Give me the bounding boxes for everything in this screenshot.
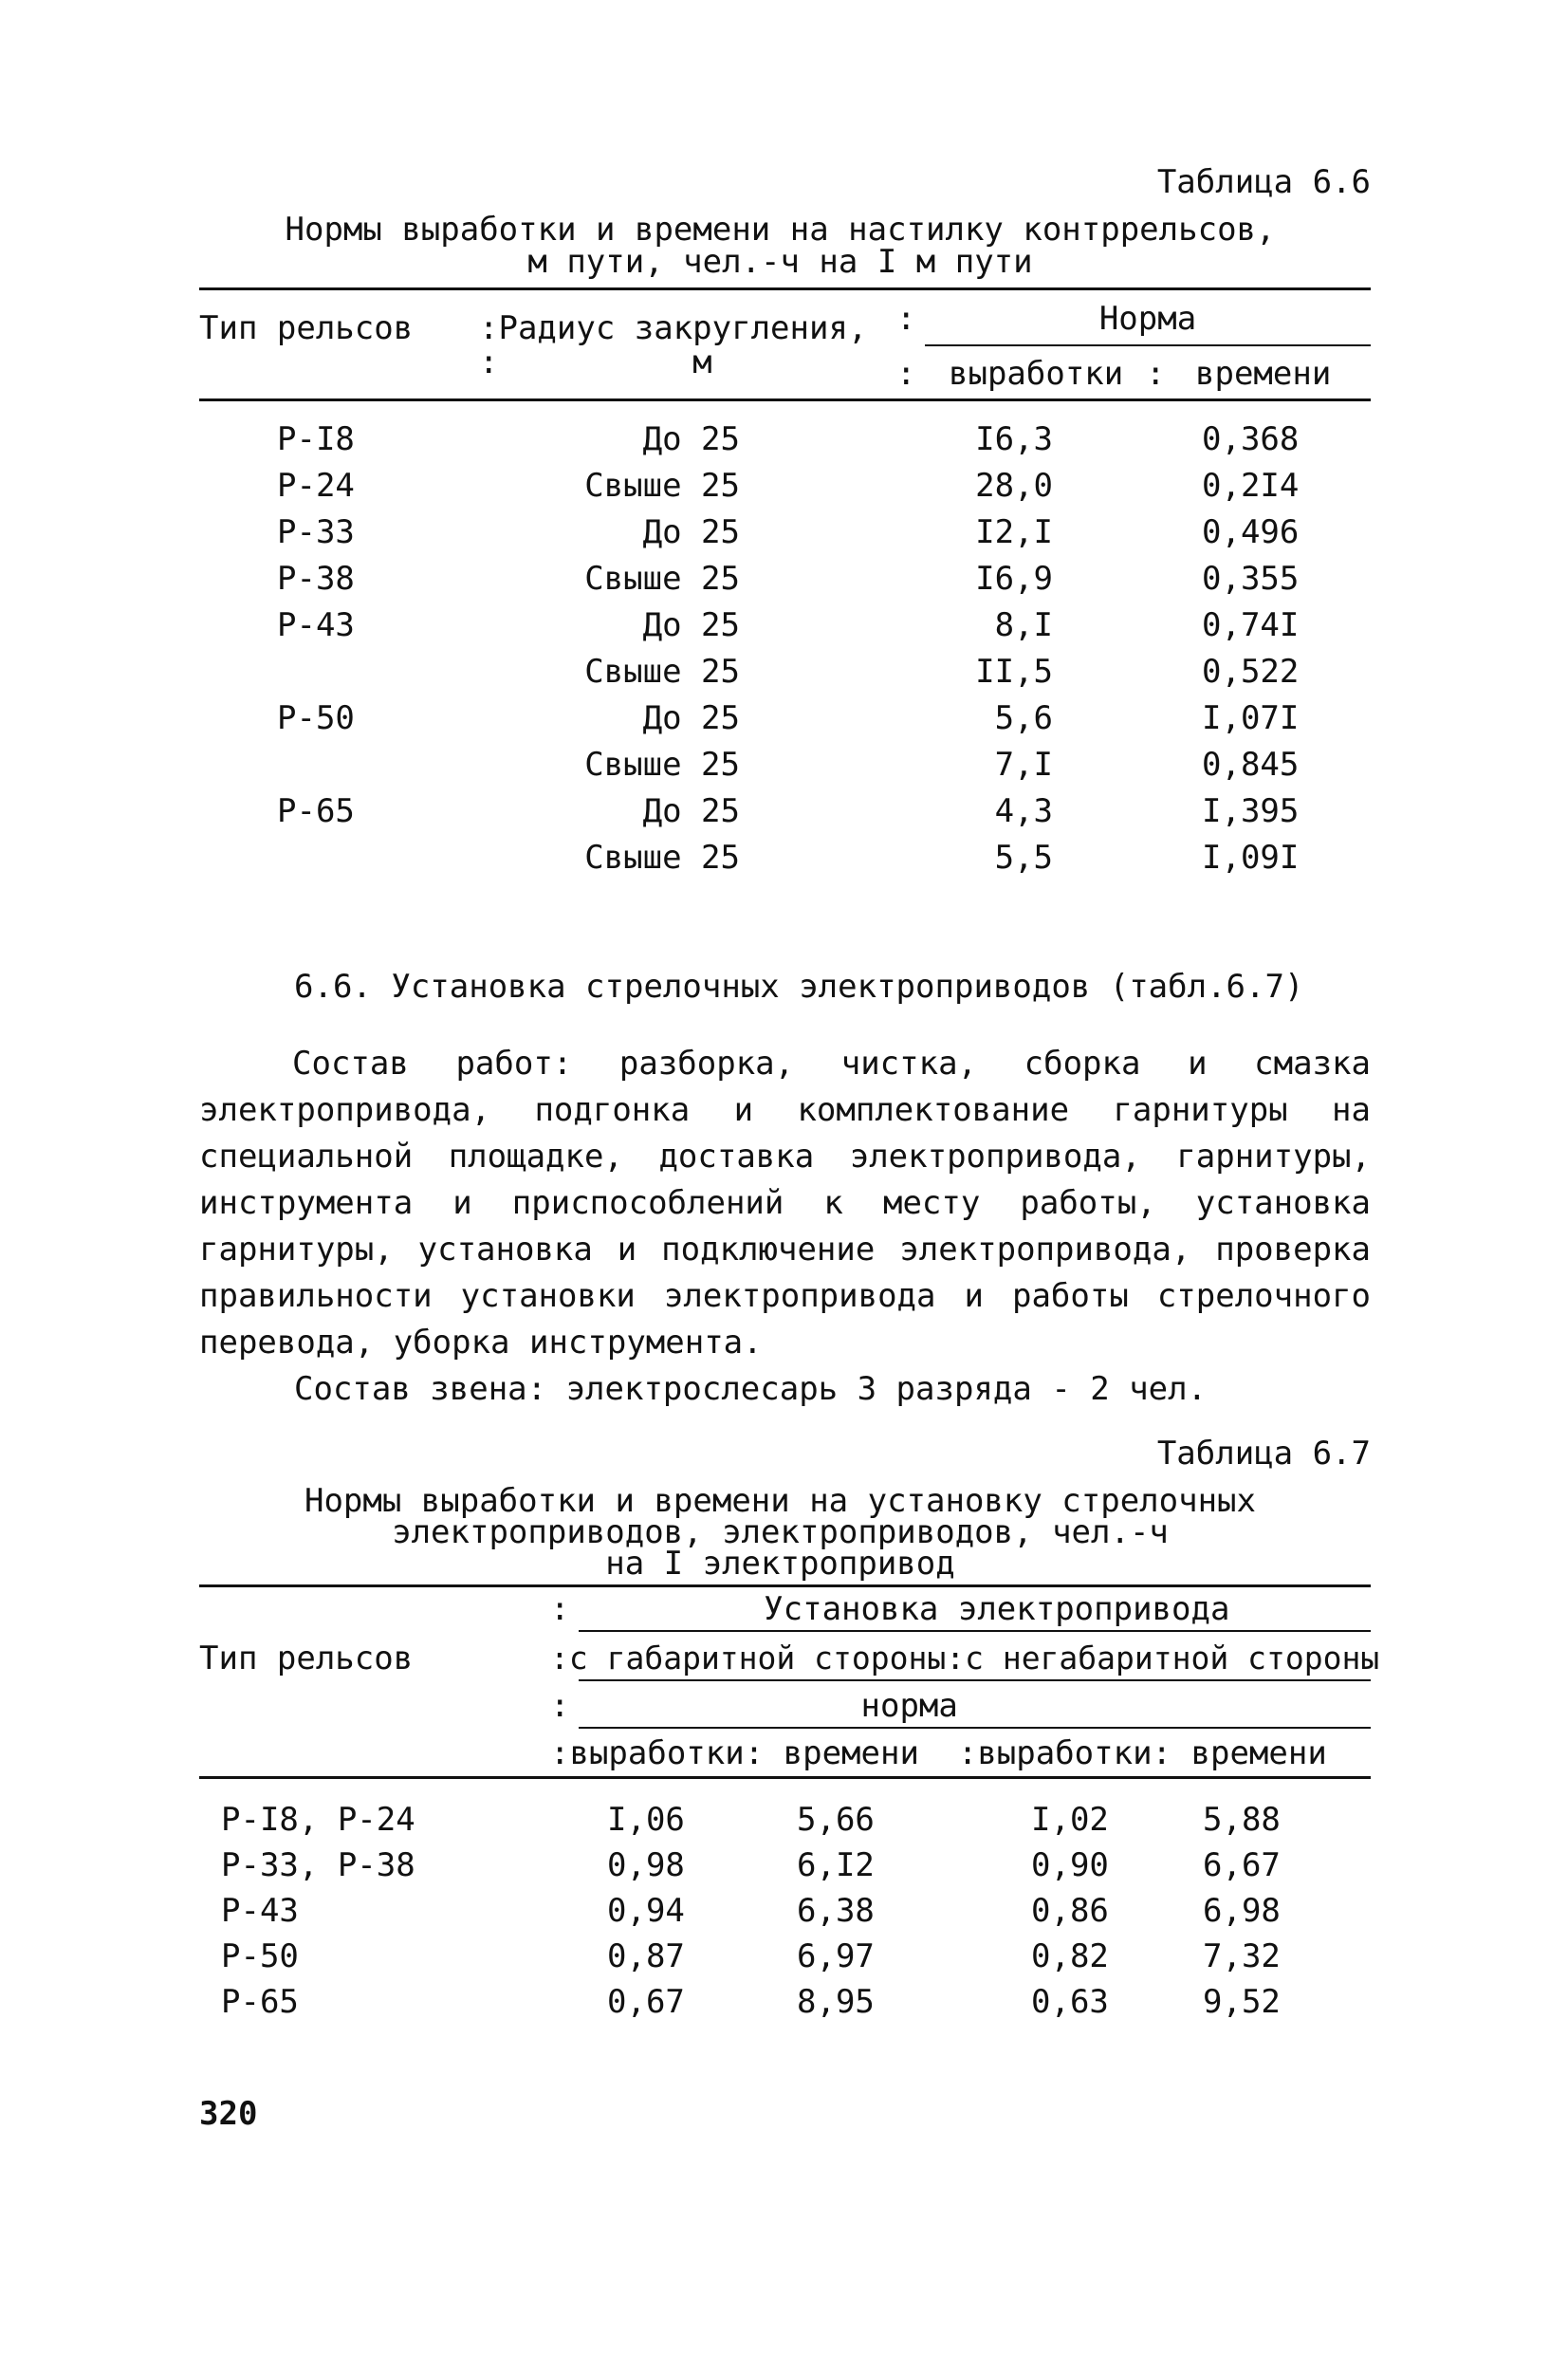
table2-cell-time1: 6,97 [797,1937,875,1975]
table2-cell-time2: 6,67 [1203,1846,1281,1884]
table1-header-sep: : [896,300,916,338]
table2-header-row3: : норма [550,1687,958,1725]
table1-cell-time: 0,355 [1202,560,1300,598]
table2-header-row2: :с габаритной стороны:с негабаритной стороны [550,1640,1380,1677]
table2-cell-out2: 0,90 [1031,1846,1109,1884]
table1-cell-type: Р-I8 [277,420,355,458]
table1-cell-time: 0,368 [1202,420,1300,458]
table2-cell-out1: 0,87 [607,1937,685,1975]
table1-cell-type: Р-24 [277,467,355,505]
table1-cell-output: 4,3 [994,792,1053,830]
table2-cell-out1: 0,67 [607,1983,685,2021]
table2-top-rule [199,1584,1371,1587]
table1-cell-type: Р-65 [277,792,355,830]
crew-composition: Состав звена: электрослесарь 3 разряда - 2 чел. [294,1370,1208,1408]
table2-cell-type: Р-43 [221,1892,299,1930]
table2-cell-type: Р-50 [221,1937,299,1975]
table2-header-row4: :выработки: времени :выработки: времени [550,1734,1327,1772]
table2-header-row1: : Установка электропривода [550,1590,1230,1628]
table1-cell-type: Р-38 [277,560,355,598]
table1-top-rule [199,287,1371,290]
table1-cell-output: 5,5 [994,839,1053,877]
table1-header-time: времени [1195,355,1332,393]
table1-cell-output: I6,9 [975,560,1053,598]
table1-cell-time: 0,845 [1202,746,1300,784]
table2-cell-out2: 0,86 [1031,1892,1109,1930]
table2-title-line3: на I электропривод [605,1545,955,1583]
table1-title-line1: Нормы выработки и времени на настилку контррельсов, [285,211,1276,249]
table1-cell-radius: До 25 [642,606,740,644]
table2-header-rule1 [579,1630,1371,1632]
table2-cell-type: Р-I8, Р-24 [221,1801,415,1839]
table1-cell-type: Р-50 [277,699,355,737]
work-composition-paragraph [199,1041,1371,1366]
table1-cell-radius: До 25 [642,699,740,737]
table1-cell-radius: До 25 [642,792,740,830]
table2-label: Таблица 6.7 [1156,1435,1371,1473]
table2-title-line2: электроприводов, электроприводов, чел.-ч [392,1513,1169,1551]
table1-cell-time: I,395 [1202,792,1300,830]
table2-header-rule2 [579,1679,1371,1681]
table1-header-norm: Норма [1098,300,1197,338]
table1-cell-radius: Свыше 25 [584,560,740,598]
table2-header-type: Тип рельсов [199,1640,414,1677]
table2-cell-time2: 5,88 [1203,1801,1281,1839]
table1-header-radius-line2: : м [479,343,712,381]
table2-cell-time1: 8,95 [797,1983,875,2021]
table1-cell-radius: Свыше 25 [584,467,740,505]
table2-cell-out2: 0,82 [1031,1937,1109,1975]
table2-header-rule [199,1776,1371,1779]
table1-header-sub-sep2: : [1146,355,1166,393]
table1-cell-output: 7,I [994,746,1053,784]
table2-cell-time2: 6,98 [1203,1892,1281,1930]
table2-cell-time2: 9,52 [1203,1983,1281,2021]
table1-cell-time: 0,522 [1202,653,1300,691]
table2-cell-out1: 0,98 [607,1846,685,1884]
table2-cell-type: Р-33, Р-38 [221,1846,415,1884]
table2-cell-out2: I,02 [1031,1801,1109,1839]
table2-cell-time1: 5,66 [797,1801,875,1839]
table2-cell-out2: 0,63 [1031,1983,1109,2021]
table1-cell-output: I6,3 [975,420,1053,458]
table1-cell-time: 0,74I [1202,606,1300,644]
table1-cell-time: I,07I [1202,699,1300,737]
table2-cell-time1: 6,I2 [797,1846,875,1884]
table1-cell-output: 8,I [994,606,1053,644]
table1-header-output: выработки [949,355,1124,393]
table2-cell-out1: 0,94 [607,1892,685,1930]
table1-header-rule [199,398,1371,401]
table1-cell-type: Р-43 [277,606,355,644]
table1-cell-time: 0,496 [1202,513,1300,551]
table1-cell-radius: До 25 [642,420,740,458]
table1-label: Таблица 6.6 [1156,163,1371,201]
table2-cell-out1: I,06 [607,1801,685,1839]
table2-title-line1: Нормы выработки и времени на установку стрелочных [304,1482,1257,1520]
table2-header-rule3 [579,1727,1371,1729]
table1-cell-radius: Свыше 25 [584,839,740,877]
page-number: 320 [199,2095,258,2133]
table1-cell-output: II,5 [975,653,1053,691]
table1-title-line2: м пути, чел.-ч на I м пути [527,243,1033,281]
table2-cell-type: Р-65 [221,1983,299,2021]
table2-cell-time1: 6,38 [797,1892,875,1930]
table1-cell-radius: Свыше 25 [584,653,740,691]
table1-cell-time: 0,2I4 [1202,467,1300,505]
work-composition-text: Состав работ: разборка, чистка, сборка и смазка электропривода, подгонка и комплектование гарнитуры на специальной площадке, доставка электропривода, гарнитуры, инструмента и приспособлений к месту работы, установка гарнитуры, установка и подключение электропривода, проверка правильности установки электропривода и работы стрелочного перевода, уборка инструмента. [199,1045,1371,1362]
table1-cell-output: I2,I [975,513,1053,551]
section-heading: 6.6. Установка стрелочных электроприводов (табл.6.7) [294,968,1304,1006]
table1-header-sub-sep1: : [896,355,916,393]
table1-header-radius-line1: :Радиус закругления, [479,309,868,347]
table1-cell-output: 28,0 [975,467,1053,505]
table2-cell-time2: 7,32 [1203,1937,1281,1975]
table1-header-type: Тип рельсов [199,309,414,347]
table1-cell-time: I,09I [1202,839,1300,877]
table1-cell-radius: До 25 [642,513,740,551]
table1-cell-output: 5,6 [994,699,1053,737]
table1-cell-type: Р-33 [277,513,355,551]
table1-header-norm-rule [925,344,1371,346]
table1-cell-radius: Свыше 25 [584,746,740,784]
